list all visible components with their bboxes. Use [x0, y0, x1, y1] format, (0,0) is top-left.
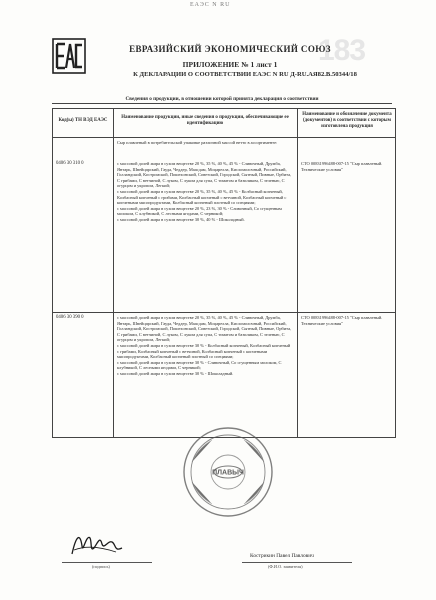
appendix-title: ПРИЛОЖЕНИЕ № 1 лист 1	[182, 60, 278, 69]
column-divider	[297, 109, 298, 437]
name-caption: (Ф.И.О. заявителя)	[268, 564, 303, 569]
signer-name: Кострикин Павел Павлович	[250, 553, 314, 559]
watermark: 183	[318, 34, 366, 67]
scan-code: ЕАЭС N RU	[190, 2, 231, 8]
row1-description: с массовой долей жира в сухом веществе 20 %, 35 %, 40 %, 45 % - Сливочный, Дружба, Янтарь, Швейцарский, Гауда, Чеддер, Маасдам, Моцарелла, Кисломолочный, Российский, Голландский, Костромской, Пошехонский, Советский, Городской, Сытный, Пивные, Орбита, С грибами, С ветчиной, С луком, С луком для супа, С томатом и базиликом, С зеленью, С огурцом и укропом, Легкий; с массовой долей жира в сухом веществе 20 %, 35 %, 40 %, 45 % - Колбасный копченый, Колбасный копченый с грибами, Колбасный копченый с ветчиной, Колбасный копченый с копчеными мясопродуктами, Колбасный копченый плотный со специями; с массовой долей жира в сухом веществе 20 %, 23 %, 30 % - Сливочный, Со сгущенным молоком, С клубникой, С лесными ягодами, С черникой; с массовой долей жира в сухом веществе 30 %, 40 % - Шоколадный.	[117, 161, 292, 222]
row2-document: СТО 00831996488-007-15 "Сыр плавленый. Технические условия"	[301, 315, 383, 326]
row2-code: 0406 30 390 0	[56, 315, 84, 320]
column-divider	[113, 109, 114, 437]
svg-text:ПЛАВЫЧ: ПЛАВЫЧ	[212, 469, 244, 477]
handwritten-signature-icon	[68, 528, 126, 560]
column-header-description: Наименование продукции, иные сведения о продукции, обеспечивающие ее идентификацию	[121, 115, 289, 126]
row1-code: 0406 30 310 0	[56, 161, 84, 166]
signature-caption: (подпись)	[92, 564, 110, 569]
header-divider	[53, 137, 395, 138]
eac-logo-icon	[52, 38, 86, 74]
declaration-reference: К ДЕКЛАРАЦИИ О СООТВЕТСТВИИ ЕАЭС N RU Д-RU.АЯ82.В.50344/18	[133, 71, 357, 78]
signature-line	[62, 562, 152, 563]
round-seal-stamp	[178, 422, 278, 522]
row1-document: СТО 00831996488-007-15 "Сыр плавленый. Технические условия"	[301, 161, 383, 172]
intro-description: Сыр плавленый в потребительской упаковке различной массой нетто в ассортименте:	[117, 140, 278, 145]
row2-description: с массовой долей жира в сухом веществе 20 %, 35 %, 40 %, 45 % - Сливочный, Дружба, Янтарь, Швейцарский, Гауда, Чеддер, Маасдам, Моцарелла, Кисломолочный, Российский, Голландский, Костромской, Пошехонский, Советский, Городской, Сытный, Пивные, Орбита, С грибами, С ветчиной, С луком, С луком для супа, С томатом и базиликом, С зеленью, С огурцом и укропом, Легкий; с массовой долей жира в сухом веществе 30 % - Колбасный копченый, Колбасный копченый с грибами, Колбасный копченый с ветчиной, Колбасный копченый с копчеными мясопродуктами, Колбасный копченый плотный со специями; с массовой долей жира в сухом веществе 30 % - Сливочный, Со сгущенным молоком, С клубникой, С лесными ягодами, С черникой; с массовой долей жира в сухом веществе 30 % - Шоколадный.	[117, 315, 292, 376]
product-table	[52, 108, 396, 438]
union-title: ЕВРАЗИЙСКИЙ ЭКОНОМИЧЕСКИЙ СОЮЗ	[129, 44, 331, 54]
column-header-code: Код(ы) ТН ВЭД ЕАЭС	[58, 118, 108, 123]
column-header-document: Наименование и обозначение документа (документов) в соответствии с которым изготовлена продукция	[302, 112, 392, 129]
name-line	[242, 562, 352, 563]
row-divider	[53, 312, 395, 313]
table-caption: Сведения о продукции, в отношении которой принята декларация о соответствии	[52, 96, 392, 104]
